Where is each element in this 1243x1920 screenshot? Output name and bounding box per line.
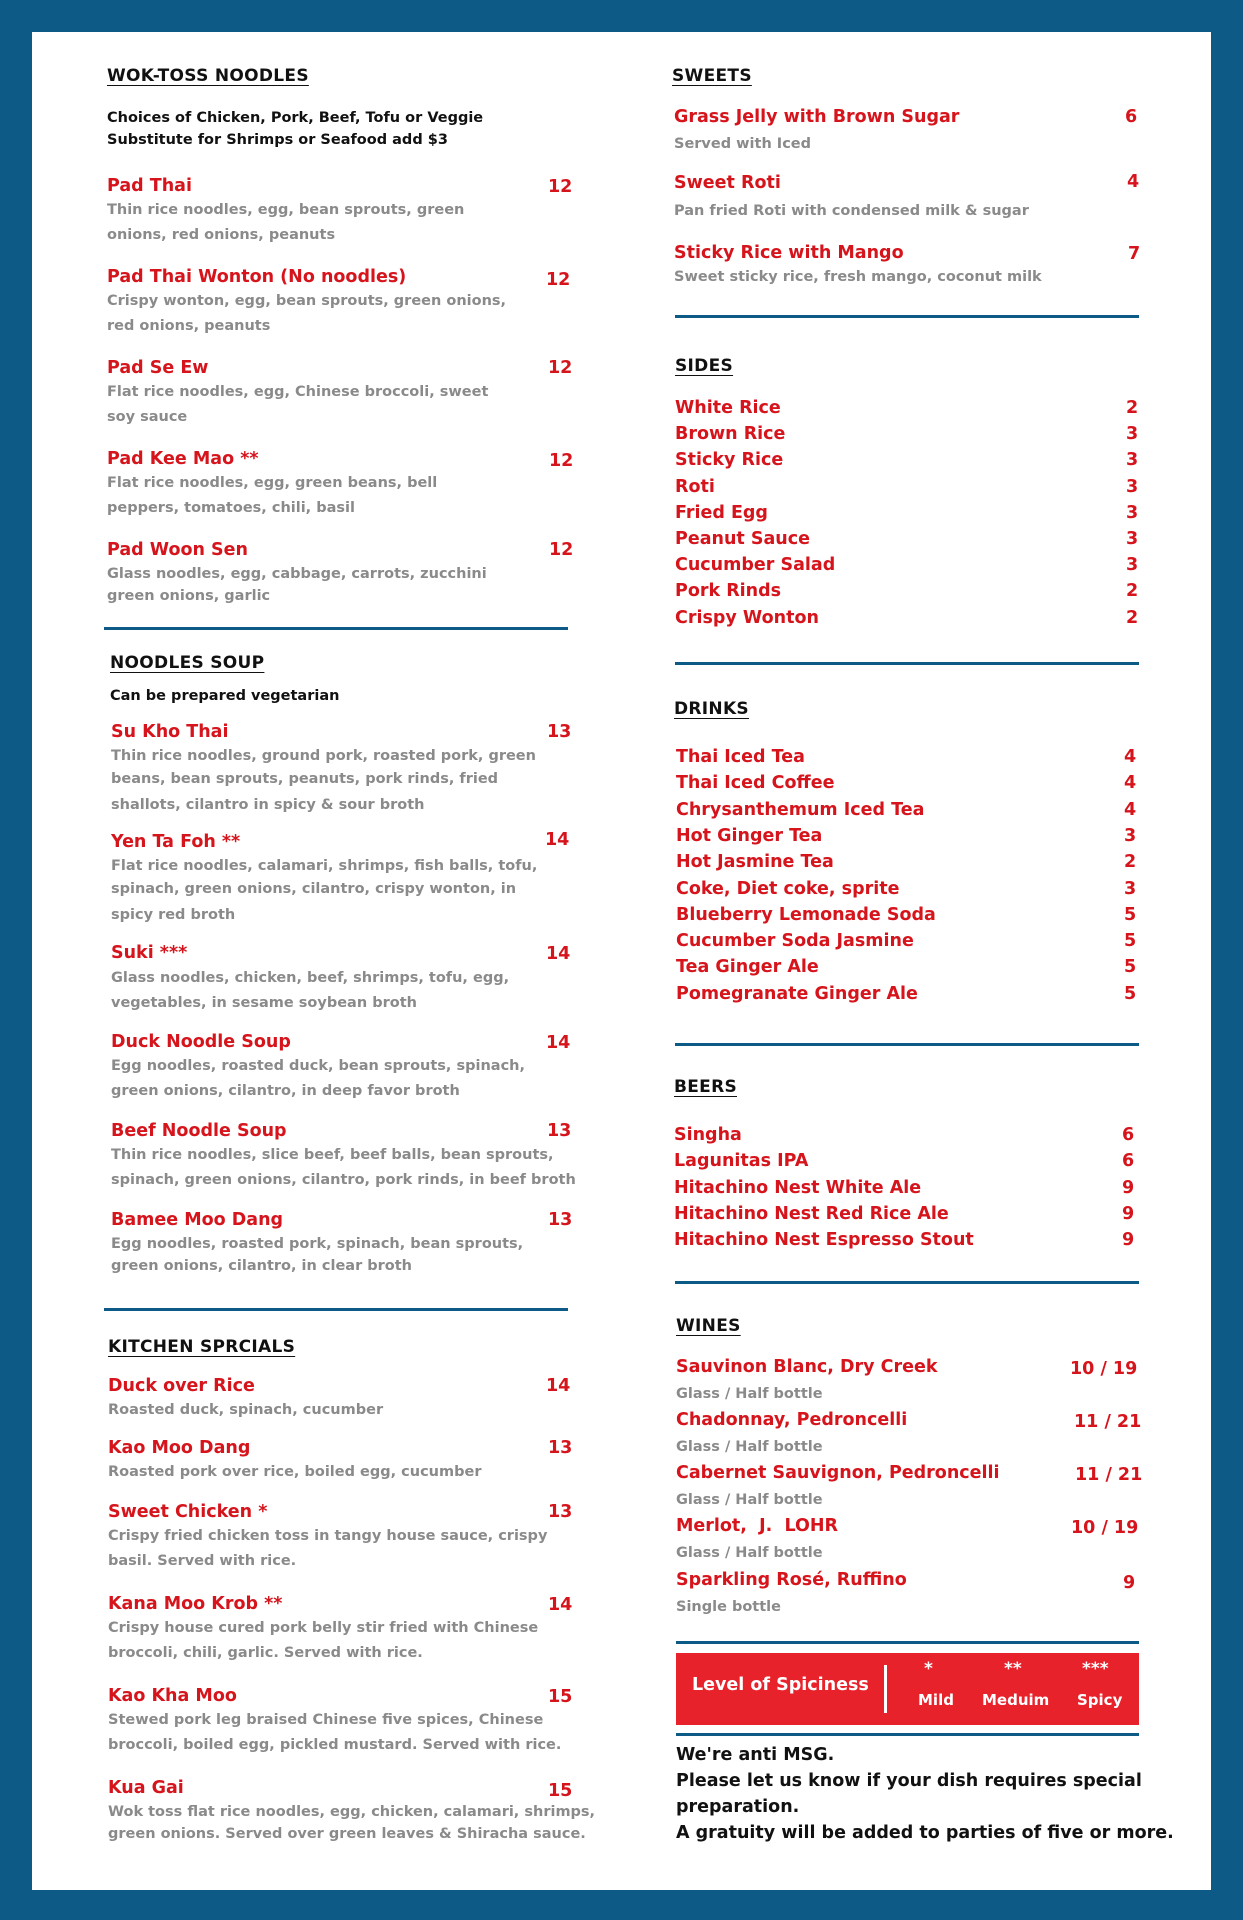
section-title-kitchen-specials: KITCHEN SPRCIALS (108, 1337, 296, 1357)
wok-note (107, 107, 483, 151)
menu-item-name: Suki *** (111, 943, 188, 963)
wok-note-line1: Choices of Chicken, Pork, Beef, Tofu or Veggie (107, 110, 484, 126)
menu-item-name: Thai Iced Tea (676, 747, 805, 767)
menu-item-name: Lagunitas IPA (674, 1151, 809, 1172)
menu-item-price: 3 (1126, 555, 1139, 576)
section-title-sides: SIDES (675, 356, 734, 376)
menu-item-description: Crispy fried chicken toss in tangy house sauce, crispy basil. Served with rice. (108, 1528, 548, 1569)
menu-item-price: 15 (548, 1781, 573, 1801)
menu-item-price: 13 (548, 1210, 573, 1230)
section-title-beers: BEERS (674, 1077, 738, 1097)
menu-item-price: 4 (1124, 747, 1137, 767)
menu-item-name: Yen Ta Foh ** (111, 832, 241, 852)
menu-item-price: 5 (1124, 931, 1137, 952)
menu-item-name: Hot Jasmine Tea (676, 852, 834, 873)
menu-item-name: Tea Ginger Ale (676, 957, 819, 978)
menu-item-name: Sticky Rice with Mango (674, 243, 904, 263)
footer-special-prep: Please let us know if your dish requires special (676, 1771, 1142, 1791)
menu-item-price: 9 (1122, 1203, 1135, 1224)
spiciness-label: Level of Spiciness (692, 1675, 869, 1695)
menu-item-description: Egg noodles, roasted duck, bean sprouts, spinach, green onions, cilantro, in deep favor broth (111, 1058, 525, 1099)
footer-special-prep-cont: preparation. (676, 1797, 800, 1817)
section-title-sweets: SWEETS (672, 66, 752, 86)
menu-item-price: 9 (1122, 1230, 1135, 1251)
section-divider (676, 1641, 1139, 1644)
menu-item-price: 2 (1126, 398, 1139, 418)
menu-item-description: Roasted pork over rice, boiled egg, cucumber (108, 1464, 482, 1480)
menu-item-price: 14 (546, 944, 571, 964)
menu-item-name: White Rice (675, 398, 781, 418)
menu-item-price: 11 / 21 (1074, 1412, 1142, 1432)
menu-item-name: Sparkling Rosé, Ruffino (676, 1570, 907, 1590)
menu-item-price: 12 (548, 177, 573, 197)
section-divider (104, 1308, 568, 1311)
menu-item-name: Cabernet Sauvignon, Pedroncelli (676, 1463, 1000, 1483)
menu-item-price: 5 (1124, 983, 1137, 1004)
menu-item-price: 6 (1125, 107, 1138, 127)
menu-item-name: Beef Noodle Soup (111, 1121, 287, 1141)
menu-item-description: Roasted duck, spinach, cucumber (108, 1402, 384, 1418)
menu-item-price: 13 (548, 1502, 573, 1522)
menu-item-description: Thin rice noodles, egg, bean sprouts, green onions, red onions, peanuts (107, 202, 465, 243)
section-divider (675, 1281, 1139, 1284)
menu-item-price: 13 (547, 1121, 572, 1141)
section-title-noodles-soup: NOODLES SOUP (110, 653, 265, 673)
menu-item-price: 14 (546, 1376, 571, 1396)
medium-stars: ** (1004, 1659, 1022, 1679)
menu-item-description: Sweet sticky rice, fresh mango, coconut milk (674, 269, 1042, 285)
section-title-wines: WINES (676, 1316, 741, 1336)
menu-item-description: Thin rice noodles, slice beef, beef balls, bean sprouts, spinach, green onions, cilantro, pork rinds, in beef broth (111, 1147, 576, 1188)
menu-item-description: Served with Iced (674, 136, 812, 152)
section-title-drinks: DRINKS (674, 699, 749, 719)
menu-item-price: 13 (547, 722, 572, 742)
menu-item-price: 14 (546, 1033, 571, 1053)
menu-item-name: Hitachino Nest Espresso Stout (674, 1230, 974, 1251)
menu-item-name: Coke, Diet coke, sprite (676, 878, 900, 899)
section-divider (104, 627, 568, 630)
menu-item-name: Sauvinon Blanc, Dry Creek (676, 1357, 938, 1377)
menu-item-name: Bamee Moo Dang (111, 1210, 284, 1230)
menu-item-price: 9 (1122, 1177, 1135, 1198)
menu-item-name: Duck over Rice (108, 1376, 255, 1396)
menu-item-price: 13 (548, 1438, 573, 1458)
menu-item-price: 4 (1127, 172, 1140, 192)
menu-item-description: Thin rice noodles, ground pork, roasted pork, green beans, bean sprouts, peanuts, pork rinds, fried shallots, cilantro in spicy & sour broth (111, 748, 536, 813)
menu-item-price: 10 / 19 (1070, 1359, 1138, 1379)
menu-item-description: Glass noodles, egg, cabbage, carrots, zucchini green onions, garlic (107, 566, 487, 604)
menu-item-name: Singha (674, 1125, 742, 1145)
section-divider (675, 315, 1139, 318)
menu-item-name: Pork Rinds (675, 581, 782, 602)
menu-item-name: Chadonnay, Pedroncelli (676, 1410, 908, 1430)
menu-item-name: Cucumber Soda Jasmine (676, 931, 914, 952)
menu-item-price: 15 (548, 1687, 573, 1707)
menu-item-name: Pad Thai Wonton (No noodles) (107, 267, 407, 287)
menu-item-name: Duck Noodle Soup (111, 1032, 291, 1052)
menu-item-name: Crispy Wonton (675, 607, 819, 628)
legend-divider (884, 1665, 887, 1713)
menu-item-description: Pan fried Roti with condensed milk & sugar (674, 203, 1029, 219)
menu-item-name: Hot Ginger Tea (676, 825, 823, 846)
menu-item-price: 3 (1126, 476, 1139, 497)
menu-item-price: 5 (1124, 957, 1137, 978)
menu-item-price: 12 (546, 270, 571, 290)
menu-item-name: Sticky Rice (675, 450, 784, 471)
menu-item-name: Hitachino Nest White Ale (674, 1177, 922, 1198)
menu-item-price: 6 (1122, 1125, 1135, 1145)
menu-item-price: 3 (1124, 878, 1137, 899)
menu-item-price: 12 (548, 358, 573, 378)
menu-item-description: Glass noodles, chicken, beef, shrimps, tofu, egg, vegetables, in sesame soybean broth (111, 970, 510, 1011)
soup-note: Can be prepared vegetarian (110, 688, 340, 704)
spiciness-legend (676, 1653, 1139, 1725)
menu-item-name: Thai Iced Coffee (676, 773, 835, 794)
menu-item-price: 9 (1123, 1573, 1136, 1593)
menu-item-name: Kua Gai (108, 1778, 184, 1798)
menu-item-name: Chrysanthemum Iced Tea (676, 799, 925, 820)
menu-item-name: Pad Se Ew (107, 358, 209, 378)
medium-label: Meduim (982, 1691, 1050, 1709)
section-divider (676, 1733, 1139, 1736)
menu-item-price: 6 (1122, 1151, 1135, 1172)
spicy-label: Spicy (1077, 1691, 1123, 1709)
menu-item-name: Pomegranate Ginger Ale (676, 983, 918, 1004)
menu-item-price: 12 (549, 540, 574, 560)
menu-item-price: 5 (1124, 904, 1137, 925)
menu-item-price: 3 (1126, 424, 1139, 445)
menu-item-description: Flat rice noodles, calamari, shrimps, fish balls, tofu, spinach, green onions, cilantro, crispy wonton, in spicy red broth (111, 858, 538, 923)
menu-item-name: Fried Egg (675, 502, 768, 523)
menu-item-price: 11 / 21 (1075, 1465, 1143, 1485)
menu-item-price: 2 (1126, 581, 1139, 602)
spicy-stars: *** (1082, 1659, 1109, 1679)
menu-item-price: 4 (1124, 773, 1137, 794)
menu-item-name: Grass Jelly with Brown Sugar (674, 107, 960, 127)
menu-item-description: Egg noodles, roasted pork, spinach, bean sprouts, green onions, cilantro, in clear broth (111, 1236, 524, 1274)
menu-item-price: 7 (1128, 244, 1141, 264)
menu-item-price: 2 (1124, 852, 1137, 873)
menu-item-description: Glass / Half bottle (676, 1386, 823, 1402)
menu-item-name: Kao Moo Dang (108, 1438, 251, 1458)
menu-item-price: 14 (548, 1595, 573, 1615)
menu-item-description: Glass / Half bottle (676, 1492, 823, 1508)
menu-item-price: 10 / 19 (1071, 1518, 1139, 1538)
menu-item-name: Pad Woon Sen (107, 540, 248, 560)
section-divider (675, 662, 1139, 665)
menu-item-name: Hitachino Nest Red Rice Ale (674, 1203, 949, 1224)
menu-item-price: 3 (1126, 450, 1139, 471)
menu-item-name: Kana Moo Krob ** (108, 1594, 283, 1614)
mild-stars: * (924, 1659, 933, 1679)
footer-msg-note: We're anti MSG. (676, 1745, 835, 1765)
menu-item-name: Merlot, J. LOHR (676, 1516, 839, 1536)
menu-item-description: Stewed pork leg braised Chinese five spices, Chinese broccoli, boiled egg, pickled mustard. Served with rice. (108, 1712, 562, 1753)
menu-item-description: Single bottle (676, 1599, 781, 1615)
menu-item-name: Pad Thai (107, 176, 192, 196)
menu-item-price: 3 (1126, 502, 1139, 523)
menu-item-price: 2 (1126, 607, 1139, 628)
menu-item-description: Crispy wonton, egg, bean sprouts, green onions, red onions, peanuts (107, 293, 507, 334)
mild-label: Mild (918, 1691, 954, 1709)
menu-item-name: Cucumber Salad (675, 555, 836, 576)
menu-item-price: 4 (1124, 799, 1137, 820)
menu-item-name: Pad Kee Mao ** (107, 449, 259, 469)
menu-item-price: 12 (549, 451, 574, 471)
menu-item-name: Brown Rice (675, 424, 786, 445)
wok-note-line2: Substitute for Shrimps or Seafood add $3 (107, 132, 448, 148)
section-divider (675, 1043, 1139, 1046)
menu-item-description: Flat rice noodles, egg, Chinese broccoli, sweet soy sauce (107, 384, 489, 425)
menu-item-description: Crispy house cured pork belly stir fried with Chinese broccoli, chili, garlic. Served with rice. (108, 1620, 539, 1661)
menu-item-name: Kao Kha Moo (108, 1686, 237, 1706)
menu-item-price: 14 (545, 830, 570, 850)
menu-item-price: 3 (1124, 825, 1137, 846)
menu-item-name: Peanut Sauce (675, 529, 810, 549)
footer-gratuity-note: A gratuity will be added to parties of five or more. (676, 1823, 1174, 1843)
menu-item-name: Sweet Roti (674, 173, 781, 193)
menu-item-name: Sweet Chicken * (108, 1502, 268, 1522)
menu-item-name: Su Kho Thai (111, 722, 229, 742)
menu-item-name: Blueberry Lemonade Soda (676, 904, 936, 925)
menu-item-description: Glass / Half bottle (676, 1545, 823, 1561)
section-title-wok-toss: WOK-TOSS NOODLES (107, 66, 309, 86)
menu-item-price: 3 (1126, 529, 1139, 549)
menu-item-description: Glass / Half bottle (676, 1439, 823, 1455)
menu-item-description: Flat rice noodles, egg, green beans, bell peppers, tomatoes, chili, basil (107, 475, 438, 516)
menu-item-description: Wok toss flat rice noodles, egg, chicken, calamari, shrimps, green onions. Served over green leaves & Shiracha sauce. (108, 1804, 596, 1842)
menu-item-name: Roti (675, 476, 715, 497)
